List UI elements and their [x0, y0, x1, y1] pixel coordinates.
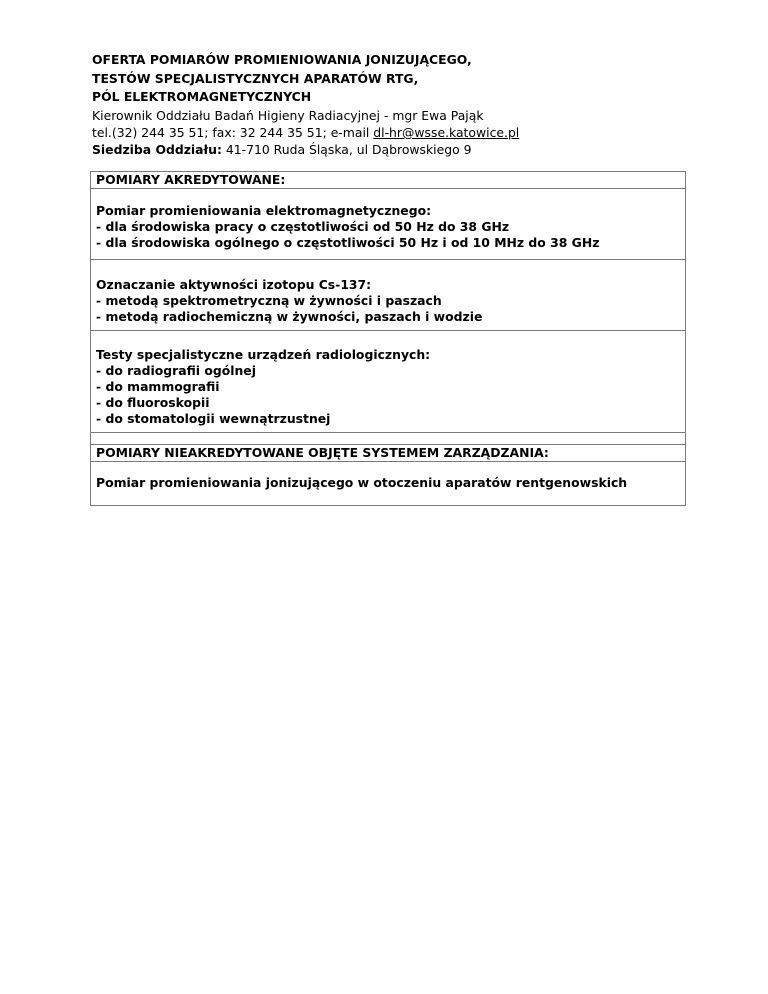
- section-item: - do mammografii: [96, 379, 220, 394]
- table-row: [91, 260, 686, 331]
- section-title: Oznaczanie aktywności izotopu Cs-137:: [96, 277, 372, 292]
- table-row: [91, 445, 686, 462]
- contact-head: Kierownik Oddziału Badań Higieny Radiacyjnej - mgr Ewa Pająk: [92, 108, 484, 123]
- offer-table: [90, 171, 686, 506]
- section-item: - do fluoroskopii: [96, 395, 210, 410]
- section-item: - do radiografii ogólnej: [96, 363, 256, 378]
- section-title: Pomiar promieniowania elektromagnetycznego:: [96, 203, 432, 218]
- title-line-1: OFERTA POMIARÓW PROMIENIOWANIA JONIZUJĄCEGO,: [92, 52, 472, 67]
- section-title: Testy specjalistyczne urządzeń radiologicznych:: [96, 347, 431, 362]
- empty-cell: [91, 433, 686, 445]
- document-title: [92, 51, 712, 107]
- section-item: - metodą radiochemiczną w żywności, paszach i wodzie: [96, 309, 483, 324]
- table-row: [91, 172, 686, 189]
- contact-block: [92, 107, 712, 158]
- contact-phone-line: [92, 124, 712, 141]
- em-section: [91, 189, 686, 260]
- section-item: - dla środowiska ogólnego o częstotliwości 50 Hz i od 10 MHz do 38 GHz: [96, 235, 600, 250]
- seat-value: 41-710 Ruda Śląska, ul Dąbrowskiego 9: [221, 142, 472, 157]
- contact-seat-line: [92, 141, 712, 158]
- section-item: Pomiar promieniowania jonizującego w otoczeniu aparatów rentgenowskich: [96, 475, 628, 490]
- email-link[interactable]: dl-hr@wsse.katowice.pl: [373, 125, 520, 140]
- non-accredited-header: POMIARY NIEAKREDYTOWANE OBJĘTE SYSTEMEM ZARZĄDZANIA:: [91, 445, 686, 462]
- section-item: - dla środowiska pracy o częstotliwości od 50 Hz do 38 GHz: [96, 219, 510, 234]
- table-row: [91, 189, 686, 260]
- cs-section: [91, 260, 686, 331]
- section-item: - do stomatologii wewnątrzustnej: [96, 411, 331, 426]
- table-row: [91, 462, 686, 506]
- ionizing-section: [91, 462, 686, 506]
- table-row: [91, 331, 686, 433]
- tests-section: [91, 331, 686, 433]
- seat-label: Siedziba Oddziału:: [92, 142, 222, 157]
- title-line-2: TESTÓW SPECJALISTYCZNYCH APARATÓW RTG,: [92, 70, 419, 86]
- section-item: - metodą spektrometryczną w żywności i paszach: [96, 293, 442, 308]
- table-row: [91, 433, 686, 445]
- title-line-3: PÓL ELEKTROMAGNETYCZNYCH: [92, 89, 312, 104]
- contact-phone: tel.(32) 244 35 51; fax: 32 244 35 51; e-mail: [92, 125, 374, 140]
- accredited-header: POMIARY AKREDYTOWANE:: [91, 172, 686, 189]
